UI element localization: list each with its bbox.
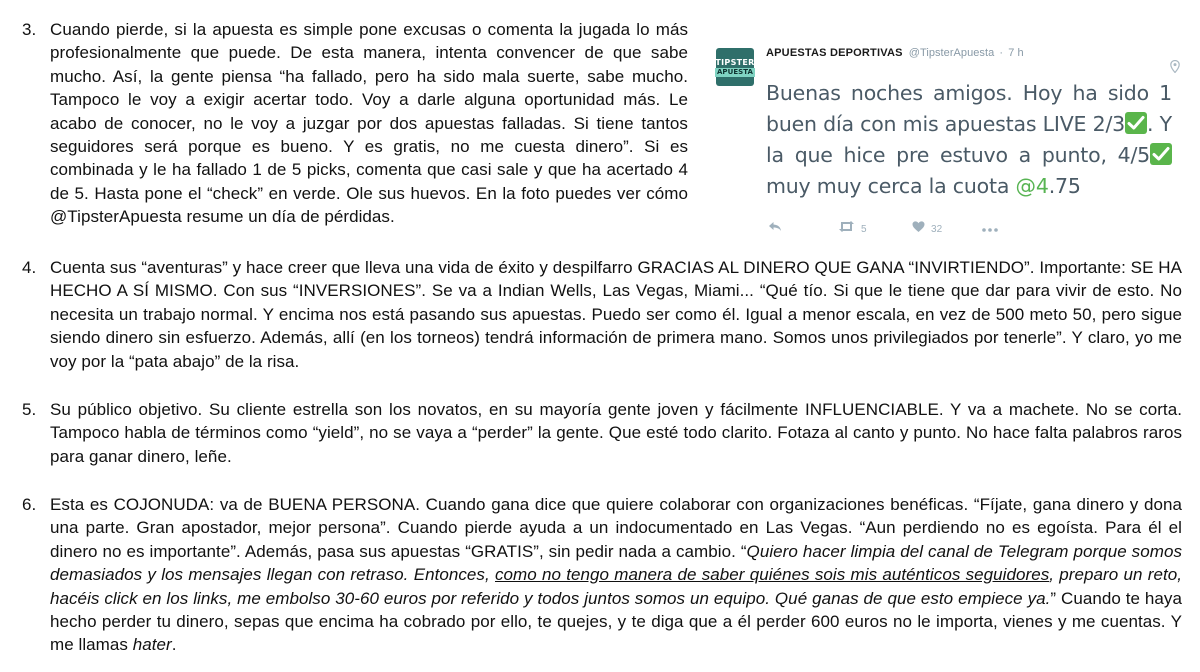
item-6-text-part2: ” Cuando te haya hecho perder tu dinero, sepas que encima ha cobrado por ello, te quejes, y te diga que a él perder 600 euros no le importa, vienes y me cuentas. Y me llamas xyxy=(50,588,1182,655)
tweet-text-part1: Buenas noches amigos. Hoy ha sido 1 buen día con mis apuestas LIVE 2/3 xyxy=(766,81,1172,136)
tweet-header xyxy=(766,46,1176,60)
location-pin-icon xyxy=(1170,56,1180,79)
item-6-italic-quote-1: Quiero hacer limpia del canal de Telegram porque somos demasiados y los mensajes llegan con retraso. Entonces, xyxy=(50,541,1182,585)
list-item-4 xyxy=(22,256,1182,373)
item-number: 3. xyxy=(22,20,37,39)
item-6-text-end: . xyxy=(171,635,177,655)
tweet-text-part3: muy muy cerca la cuota xyxy=(766,174,1016,198)
tweet-timestamp[interactable]: 7 h xyxy=(1008,47,1024,59)
retweet-button[interactable] xyxy=(838,218,867,241)
list-item-6 xyxy=(22,493,1182,657)
item-number: 5. xyxy=(22,400,37,419)
avatar-logo-line1: TIPSTER xyxy=(715,57,755,67)
like-count: 32 xyxy=(931,224,943,235)
tweet-avatar[interactable] xyxy=(716,48,754,86)
item-number: 4. xyxy=(22,258,37,277)
like-button[interactable] xyxy=(912,218,942,241)
list-item-5 xyxy=(22,398,1182,468)
item-6-text xyxy=(50,493,1182,657)
item-5-text: Su público objetivo. Su cliente estrella son los novatos, en su mayoría gente joven y fácilmente INFLUENCIABLE. Y va a machete. No se corta. Tampoco habla de términos como “yield”, no se vaya a “perder” la gente. Que esté todo clarito. Fotaza al canto y punto. No hace falta palabros raros para ganar dinero, leñe. xyxy=(50,400,1182,466)
tweet-text-part2: . Y la que hice pre estuvo a punto, 4/5 xyxy=(766,112,1172,167)
tweet-author-handle[interactable]: @TipsterApuesta xyxy=(908,47,995,59)
retweet-count: 5 xyxy=(861,224,867,235)
tweet-text xyxy=(766,78,1172,202)
check-icon xyxy=(1150,143,1172,165)
tweet-author-name[interactable]: APUESTAS DEPORTIVAS xyxy=(766,47,903,59)
tweet-card[interactable] xyxy=(708,26,1182,235)
item-number: 6. xyxy=(22,495,37,514)
tweet-mention-link[interactable]: @4 xyxy=(1015,174,1049,198)
more-icon xyxy=(982,218,998,241)
avatar-logo-line2: APUESTA xyxy=(716,67,754,76)
item-6-italic-hater: hater xyxy=(132,635,172,655)
more-button[interactable] xyxy=(982,218,998,241)
retweet-icon xyxy=(838,218,855,241)
item-body xyxy=(50,18,1182,235)
tweet-actions xyxy=(768,218,1068,238)
list-item-3 xyxy=(22,18,1182,235)
check-icon xyxy=(1125,112,1147,134)
item-6-text-part1: Esta es COJONUDA: va de BUENA PERSONA. Cuando gana dice que quiere colaborar con organizaciones benéficas. “Fíjate, gana dinero y dona una parte. Gran apostador, mejor persona”. Cuando pierde ayuda a un indocumentado en Las Vegas. “Aun perdiendo no es egoísta. Para él el dinero no es importante”. Además, pasa sus apuestas “GRATIS”, sin pedir nada a cambio. “ xyxy=(50,495,1182,561)
item-6-italic-quote-2: , preparo un reto, hacéis click en los links, me embolso 30-60 euros por referido y todos juntos somos un equipo. Qué ganas de que esto empiece ya. xyxy=(50,565,1182,608)
heart-icon xyxy=(912,218,925,241)
item-3-text: Cuando pierde, si la apuesta es simple pone excusas o comenta la jugada lo más profesionalmente que puede. De esta manera, intenta convencer de que sabe mucho. Así, la gente piensa “ha fallado, pero ha sido mala suerte, sabe mucho. Tampoco le voy a exigir acertar todo. Voy a darle alguna oportunidad más. Le acabo de conocer, no le voy a juzgar por dos apuestas falladas. Si tiene tantos seguidores será porque es bueno. Y es gratis, no me cuesta dinero”. Si es combinada y le ha fallado 1 de 5 picks, comenta que casi sale y que ha acertado 4 de 5. Hasta pone el “check” en verde. Ole sus huevos. En la foto puedes ver cómo @TipsterApuesta resume un día de pérdidas. xyxy=(50,20,688,227)
tweet-text-part4: .75 xyxy=(1048,174,1081,198)
reply-icon xyxy=(768,218,782,241)
item-4-text: Cuenta sus “aventuras” y hace creer que lleva una vida de éxito y despilfarro GRACIAS AL DINERO QUE GANA “INVIRTIENDO”. Importante: SE HA HECHO A SÍ MISMO. Con sus “INVERSIONES”. Se va a Indian Wells, Las Vegas, Miami... “Qué tío. Si que le tiene que dar para vivir de esto. No necesita un trabajo normal. Y encima nos está pasando sus apuestas. Puedo ser como él. Igual a menor escala, en vez de 500 meto 50, pero sigue siendo dinero sin esfuerzo. Además, allí (en los torneos) tendrá información de primera mano. Somos unos privilegiados por tenerle”. Y claro, yo me voy por la “pata abajo” de la risa. xyxy=(50,258,1182,371)
tweet-separator: · xyxy=(999,47,1004,59)
reply-button[interactable] xyxy=(768,218,782,241)
item-6-underlined-quote: como no tengo manera de saber quiénes sois mis auténticos seguidores xyxy=(495,565,1050,585)
